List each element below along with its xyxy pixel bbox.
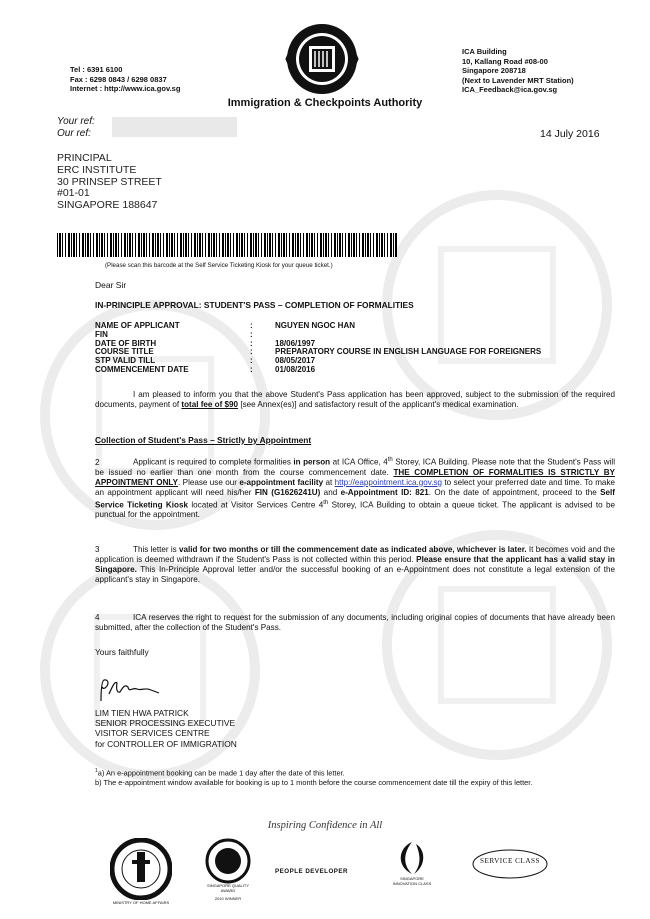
street-line: 10, Kallang Road #08-00 xyxy=(462,56,548,66)
detail-value: PREPARATORY COURSE IN ENGLISH LANGUAGE FOR FOREIGNERS xyxy=(275,347,542,357)
footnotes xyxy=(95,767,615,787)
watermark-seal xyxy=(382,190,612,420)
appointment-only: THE COMPLETION OF FORMALITIES IS STRICTLY BY APPOINTMENT ONLY xyxy=(95,467,615,487)
internet-line: Internet : http://www.ica.gov.sg xyxy=(70,84,181,93)
barcode-note: (Please scan this barcode at the Self Service Ticketing Kiosk for your queue ticket.) xyxy=(105,262,333,269)
contact-right xyxy=(462,47,574,95)
p2-text: at xyxy=(323,477,335,487)
org-title: Immigration & Checkpoints Authority xyxy=(227,97,423,109)
paragraph-2 xyxy=(95,455,615,520)
para-number: 3 xyxy=(95,545,100,554)
mrt-line: (Next to Lavender MRT Station) xyxy=(462,75,574,85)
eappointment-link[interactable]: http://eappointment.ica.gov.sg xyxy=(334,477,443,487)
detail-row xyxy=(95,348,625,357)
recipient-line: SINGAPORE 188647 xyxy=(57,199,158,212)
total-fee: total fee of $90 xyxy=(181,400,239,409)
in-person: in person xyxy=(293,457,331,467)
p1-text-end: [see Annex(es)] and satisfactory result of the applicant's medical examination. xyxy=(238,400,519,409)
detail-colon: : xyxy=(250,329,253,339)
detail-label: FIN xyxy=(95,329,108,339)
postal-line: Singapore 208718 xyxy=(462,66,526,75)
people-developer-text: PEOPLE DEVELOPER xyxy=(275,868,348,875)
quality-award-text: SINGAPORE QUALITY AWARD xyxy=(206,883,249,893)
p2-text: located at Visitor Services Centre 4 xyxy=(187,500,324,510)
p3-text: This letter is xyxy=(133,545,179,554)
kiosk: Self Service Ticketing Kiosk xyxy=(95,487,615,510)
signatory-name: LIM TIEN HWA PATRICK xyxy=(95,708,189,718)
p3-text: This In-Principle Approval letter and/or the successful booking of an e-Appointment does not constitute a legal extension of the applicant's stay in Singapore. xyxy=(95,565,615,584)
queue-barcode xyxy=(57,233,397,257)
detail-colon: : xyxy=(250,321,253,330)
mha-logo xyxy=(110,838,172,905)
appointment-id: e-Appointment ID: 821 xyxy=(340,487,429,497)
paragraph-1 xyxy=(95,390,615,410)
para-number: 4 xyxy=(95,613,100,622)
p2-text: and xyxy=(320,487,341,497)
p2-text: Storey, ICA Building. Please note that the Student's Pass will be issued no earlier than one month from the course commencement date. xyxy=(95,457,615,477)
p2-text: . On the date of appointment, proceed to the xyxy=(428,487,601,497)
detail-label: STP VALID TILL xyxy=(95,356,156,366)
p2-text: . Please use our xyxy=(178,477,240,487)
contact-left xyxy=(70,65,180,94)
recipient-address xyxy=(57,153,162,212)
paragraph-3 xyxy=(95,545,615,585)
signatory-block xyxy=(95,708,237,749)
detail-value: 01/08/2016 xyxy=(275,364,316,374)
letter-subject: IN-PRINCIPLE APPROVAL: STUDENT'S PASS – COMPLETION OF FORMALITIES xyxy=(95,300,414,310)
detail-colon: : xyxy=(250,356,253,366)
email-line: ICA_Feedback@ica.gov.sg xyxy=(462,85,558,94)
detail-row xyxy=(95,331,625,340)
p3-text: It becomes void and the application is deemed withdrawn if the Student's Pass is not collected within this period. xyxy=(95,545,615,564)
recipient-line: 30 PRINSEP STREET xyxy=(57,175,162,188)
people-developer-logo xyxy=(275,868,355,888)
mha-logo-text: MINISTRY OF HOME AFFAIRS xyxy=(112,900,170,905)
footnote-marker: 1 xyxy=(95,768,98,774)
detail-colon: : xyxy=(250,347,253,357)
detail-colon: : xyxy=(250,338,253,348)
tagline: Inspiring Confidence in All xyxy=(267,820,383,831)
innovation-class-logo xyxy=(382,838,442,900)
detail-row xyxy=(95,366,625,375)
detail-value: NGUYEN NGOC HAN xyxy=(275,321,356,330)
p2-text: Storey, ICA Building to obtain a queue ticket. The applicant is advised to be punctual for the appointment. xyxy=(95,500,616,520)
valid-stay-note: Please ensure that the applicant has a valid stay in Singapore. xyxy=(95,555,615,574)
recipient-line: ERC INSTITUTE xyxy=(57,163,137,176)
service-class-logo xyxy=(470,845,550,885)
validity-note: valid for two months or till the commencement date as indicated above, whichever is later. xyxy=(178,545,527,554)
superscript: th xyxy=(323,499,329,506)
e-appointment-facility: e-appointment facility xyxy=(239,477,324,487)
footnote-a xyxy=(95,767,615,778)
recipient-line: #01-01 xyxy=(57,187,90,200)
letter-date: 14 July 2016 xyxy=(540,128,600,140)
tel-line: Tel : 6391 6100 xyxy=(70,65,123,74)
collection-heading: Collection of Student's Pass – Strictly by Appointment xyxy=(95,435,312,445)
detail-label: DATE OF BIRTH xyxy=(95,338,157,348)
closing: Yours faithfully xyxy=(95,647,149,657)
our-ref: Our ref: xyxy=(57,128,91,139)
fax-line: Fax : 6298 0843 / 6298 0837 xyxy=(70,74,167,84)
salutation: Dear Sir xyxy=(95,280,127,290)
recipient-line: PRINCIPAL xyxy=(57,152,112,164)
innovation-class-text: SINGAPORE INNOVATION CLASS xyxy=(392,876,432,887)
superscript: th xyxy=(387,457,393,463)
footnote-a-text: a) An e-appointment booking can be made 1 day after the date of this letter. xyxy=(97,768,345,778)
para-number: 2 xyxy=(95,457,100,467)
ref-redaction xyxy=(112,117,237,137)
applicant-details xyxy=(95,322,625,375)
detail-label: COURSE TITLE xyxy=(95,347,154,357)
paragraph-4 xyxy=(95,613,615,633)
detail-label: NAME OF APPLICANT xyxy=(95,321,180,330)
detail-label: COMMENCEMENT DATE xyxy=(95,364,189,374)
quality-winner-text: 2010 WINNER xyxy=(214,896,242,901)
quality-award-logo xyxy=(205,838,251,900)
signatory-for: for CONTROLLER OF IMMIGRATION xyxy=(95,738,237,749)
signatory-title: SENIOR PROCESSING EXECUTIVE xyxy=(95,718,236,729)
detail-value: 18/06/1997 xyxy=(275,338,316,348)
signatory-dept: VISITOR SERVICES CENTRE xyxy=(95,728,210,739)
building-line: ICA Building xyxy=(462,47,507,56)
detail-colon: : xyxy=(250,364,253,374)
your-ref: Your ref: xyxy=(57,116,95,127)
p1-text: I am pleased to inform you that the above Student's Pass application has been approved, subject to the submission of the required documents, payment of xyxy=(95,390,615,409)
p2-text: Applicant is required to complete formalities xyxy=(133,457,294,467)
detail-value: 08/05/2017 xyxy=(275,356,316,366)
p4-text: ICA reserves the right to request for the submission of any documents, including original copies of documents that have already been submitted, after the collection of the Student's Pass. xyxy=(95,613,615,632)
service-class-text: SERVICE CLASS xyxy=(479,857,541,865)
p2-text: at ICA Office, 4 xyxy=(330,457,388,467)
ica-crest-logo xyxy=(285,22,359,96)
detail-row xyxy=(95,322,625,331)
p2-text: to select your preferred date and time. To make an appointment applicant will need his/her xyxy=(95,477,615,497)
signature-image xyxy=(95,675,165,705)
footnote-b: b) The e-appointment window available for booking is up to 1 month before the course commencement date till the expiry of this letter. xyxy=(95,777,533,787)
fin-number: FIN (G1626241U) xyxy=(254,487,321,497)
